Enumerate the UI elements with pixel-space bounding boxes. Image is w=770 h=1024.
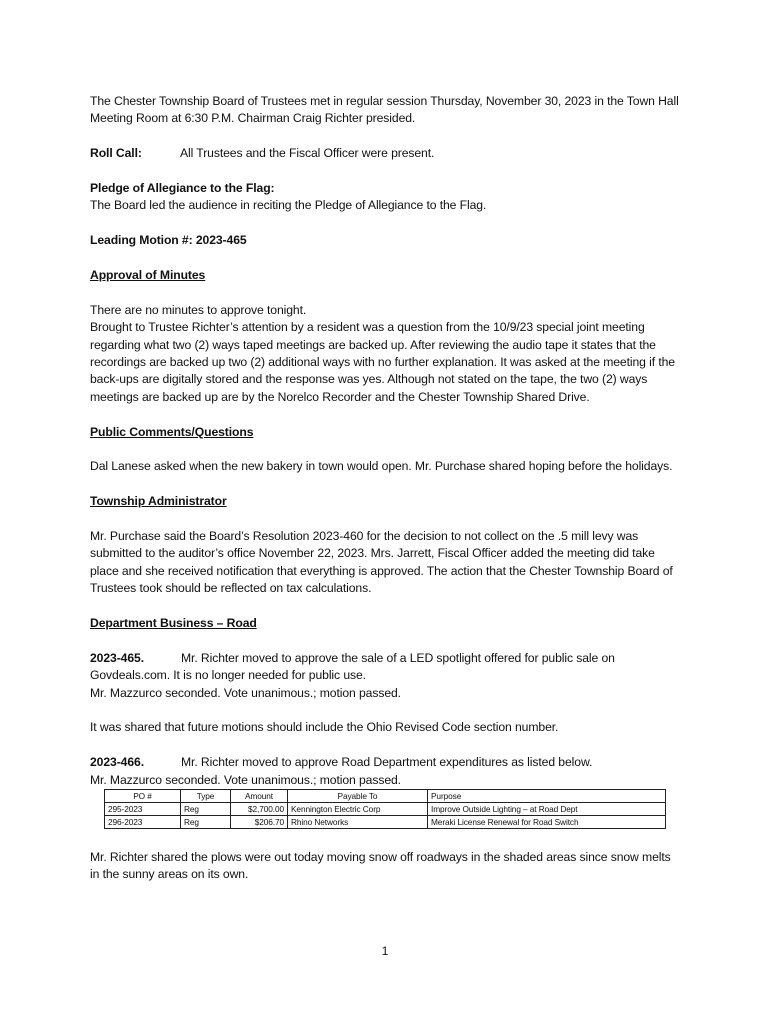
motion-note: It was shared that future motions should include the Ohio Revised Code section number. bbox=[90, 720, 559, 735]
closing-paragraph: Mr. Richter shared the plows were out today moving snow off roadways in the shaded areas since snow melts in the sunny areas on its own. bbox=[90, 850, 671, 882]
department-road-heading: Department Business – Road bbox=[90, 616, 257, 631]
column-header-payable-to: Payable To bbox=[288, 790, 428, 803]
approval-of-minutes-heading: Approval of Minutes bbox=[90, 268, 206, 282]
column-header-amount: Amount bbox=[231, 790, 288, 803]
payable-to-cell: Rhino Networks bbox=[288, 816, 428, 829]
intro-paragraph: The Chester Township Board of Trustees met in regular session Thursday, November 30, 2023 in the Town Hall Meeting Room at 6:30 P.M. Chairman Craig Richter presided. bbox=[90, 94, 679, 126]
po-cell: 295-2023 bbox=[105, 803, 181, 816]
amount-cell: $206.70 bbox=[231, 816, 288, 829]
motion-vote: Mr. Mazzurco seconded. Vote unanimous.; motion passed. bbox=[90, 772, 401, 787]
type-cell: Reg bbox=[181, 816, 231, 829]
approval-of-minutes-paragraph: Brought to Trustee Richter’s attention by a resident was a question from the 10/9/23 special joint meeting regarding what two (2) ways taped meetings are backed up. After reviewing the audio tape it states that the recordings are backed up two (2) additional ways with no further explanation. It was asked at the meeting if the back-ups are digitally stored and the response was yes. Although not stated on the tape, the two (2) ways meetings are backed up are by the Norelco Recorder and the Chester Township Shared Drive. bbox=[90, 320, 675, 404]
motion-number: 2023-465. bbox=[90, 650, 144, 665]
po-cell: 296-2023 bbox=[105, 816, 181, 829]
expenditures-table bbox=[104, 789, 666, 829]
roll-call-text: All Trustees and the Fiscal Officer were present. bbox=[180, 146, 435, 161]
motion-text: Mr. Richter moved to approve Road Department expenditures as listed below. bbox=[181, 755, 593, 770]
table-header-row bbox=[105, 790, 666, 803]
payable-to-cell: Kennington Electric Corp bbox=[288, 803, 428, 816]
leading-motion: Leading Motion #: 2023-465 bbox=[90, 233, 247, 248]
purpose-cell: Improve Outside Lighting – at Road Dept bbox=[428, 803, 666, 816]
column-header-po: PO # bbox=[105, 790, 181, 803]
motion-2023-465 bbox=[90, 650, 680, 667]
amount-cell: $2,700.00 bbox=[231, 803, 288, 816]
motion-vote: Mr. Mazzurco seconded. Vote unanimous.; motion passed. bbox=[90, 685, 401, 700]
table-row bbox=[105, 803, 666, 816]
approval-of-minutes-line: There are no minutes to approve tonight. bbox=[90, 302, 307, 317]
motion-text: Mr. Richter moved to approve the sale of a LED spotlight offered for public sale on bbox=[181, 650, 615, 665]
minutes-body bbox=[90, 93, 680, 884]
roll-call bbox=[90, 145, 680, 162]
table-row bbox=[105, 816, 666, 829]
page-number: 1 bbox=[381, 944, 389, 958]
motion-2023-466 bbox=[90, 754, 680, 771]
township-administrator-text: Mr. Purchase said the Board’s Resolution 2023-460 for the decision to not collect on the .5 mill levy was submitted to the auditor’s office November 22, 2023. Mrs. Jarrett, Fiscal Officer added the meeting did take place and she received notification that everything is approved. The action that the Chester Township Board of Trustees took should be reflected on tax calculations. bbox=[90, 529, 673, 596]
motion-number: 2023-466. bbox=[90, 755, 144, 770]
township-administrator-heading: Township Administrator bbox=[90, 494, 227, 509]
purpose-cell: Meraki License Renewal for Road Switch bbox=[428, 816, 666, 829]
type-cell: Reg bbox=[181, 803, 231, 816]
column-header-type: Type bbox=[181, 790, 231, 803]
motion-text-continued: Govdeals.com. It is no longer needed for public use. bbox=[90, 668, 366, 683]
pledge-heading: Pledge of Allegiance to the Flag: bbox=[90, 181, 275, 195]
public-comments-text: Dal Lanese asked when the new bakery in town would open. Mr. Purchase shared hoping before the holidays. bbox=[90, 459, 673, 474]
pledge-text: The Board led the audience in reciting the Pledge of Allegiance to the Flag. bbox=[90, 198, 487, 213]
public-comments-heading: Public Comments/Questions bbox=[90, 424, 254, 439]
column-header-purpose: Purpose bbox=[428, 790, 666, 803]
roll-call-label: Roll Call: bbox=[90, 146, 142, 161]
